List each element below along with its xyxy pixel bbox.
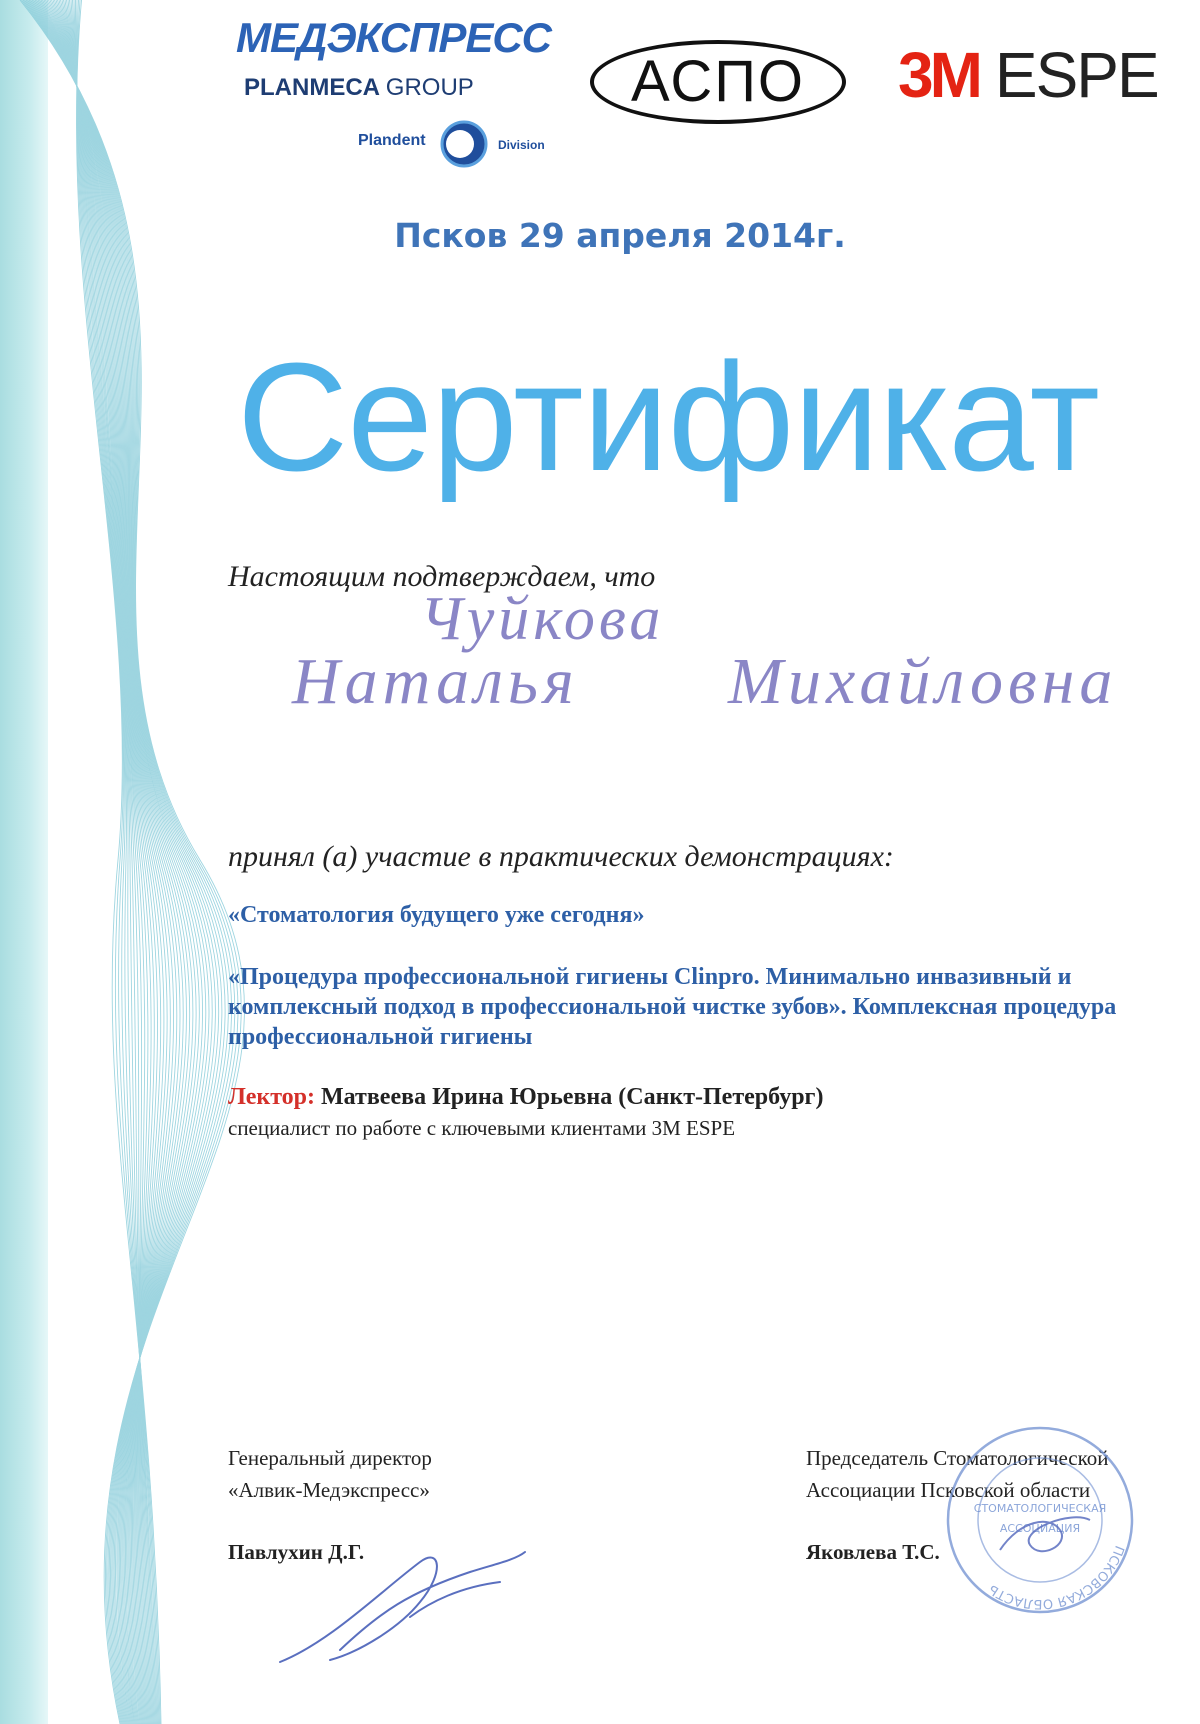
- signatory-right-name: Яковлева Т.С.: [806, 1540, 940, 1564]
- medexpress-logo: [236, 14, 552, 164]
- group-label: GROUP: [385, 74, 474, 101]
- medexpress-wordmark: МЕДЭКСПРЕСС: [236, 14, 552, 61]
- 3m-espe-logo: [898, 38, 1158, 112]
- signatory-left-title: Генеральный директор: [228, 1446, 432, 1470]
- svg-text:ПСКОВСКАЯ ОБЛАСТЬ: [986, 1543, 1126, 1611]
- signatory-right-organization: Ассоциации Псковской области: [806, 1478, 1091, 1502]
- course-title-2: «Процедура профессиональной гигиены Clinpro. Минимально инвазивный и комплексный подход в профессиональной чистке зубов». Комплексная процедура профессиональной гигиены: [228, 964, 1117, 1050]
- date-line: Псков 29 апреля 2014г.: [394, 216, 846, 255]
- planmeca-group-wordmark: [244, 74, 474, 102]
- stamp-inner-line-1: СТОМАТОЛОГИЧЕСКАЯ: [973, 1502, 1107, 1515]
- stamp-ring-text: ПСКОВСКАЯ ОБЛАСТЬ: [986, 1543, 1127, 1612]
- handwritten-signature-left: [270, 1532, 530, 1672]
- lector-line: [228, 1084, 823, 1111]
- plandent-label: Plandent: [358, 132, 426, 149]
- signatory-left-company: «Алвик-Медэкспресс»: [228, 1478, 430, 1502]
- course-title-1: «Стоматология будущего уже сегодня»: [228, 902, 645, 928]
- plandent-circle-icon: [438, 118, 490, 170]
- signatory-left-name: Павлухин Д.Г.: [228, 1540, 365, 1564]
- espe-wordmark: ESPE: [994, 39, 1158, 111]
- aspo-logo: [590, 40, 850, 128]
- participation-text: принял (а) участие в практических демонстрациях:: [228, 840, 894, 873]
- confirmation-text: Настоящим подтверждаем, что: [228, 560, 656, 593]
- certificate-title: Сертификат: [237, 331, 1099, 503]
- plandent-division-mark: [358, 118, 545, 168]
- lector-role: специалист по работе с ключевыми клиентами 3M ESPE: [228, 1116, 736, 1140]
- participant-surname: Чуйкова: [420, 585, 665, 653]
- lector-label: Лектор:: [228, 1084, 316, 1110]
- lector-name: Матвеева Ирина Юрьевна (Санкт-Петербург): [321, 1084, 824, 1110]
- planmeca-label: PLANMECA: [244, 74, 380, 101]
- participant-first-name: Наталья: [292, 645, 579, 718]
- wave-line: [55, 0, 171, 1724]
- division-label: Division: [498, 138, 545, 152]
- stamp-inner-line-2: АССОЦИАЦИЯ: [999, 1522, 1081, 1535]
- aspo-wordmark: АСПО: [630, 49, 806, 114]
- association-stamp: [940, 1420, 1140, 1620]
- 3m-wordmark: 3M: [898, 39, 979, 111]
- signatory-right-title: Председатель Стоматологической: [806, 1446, 1109, 1470]
- participant-patronymic: Михайловна: [728, 645, 1118, 718]
